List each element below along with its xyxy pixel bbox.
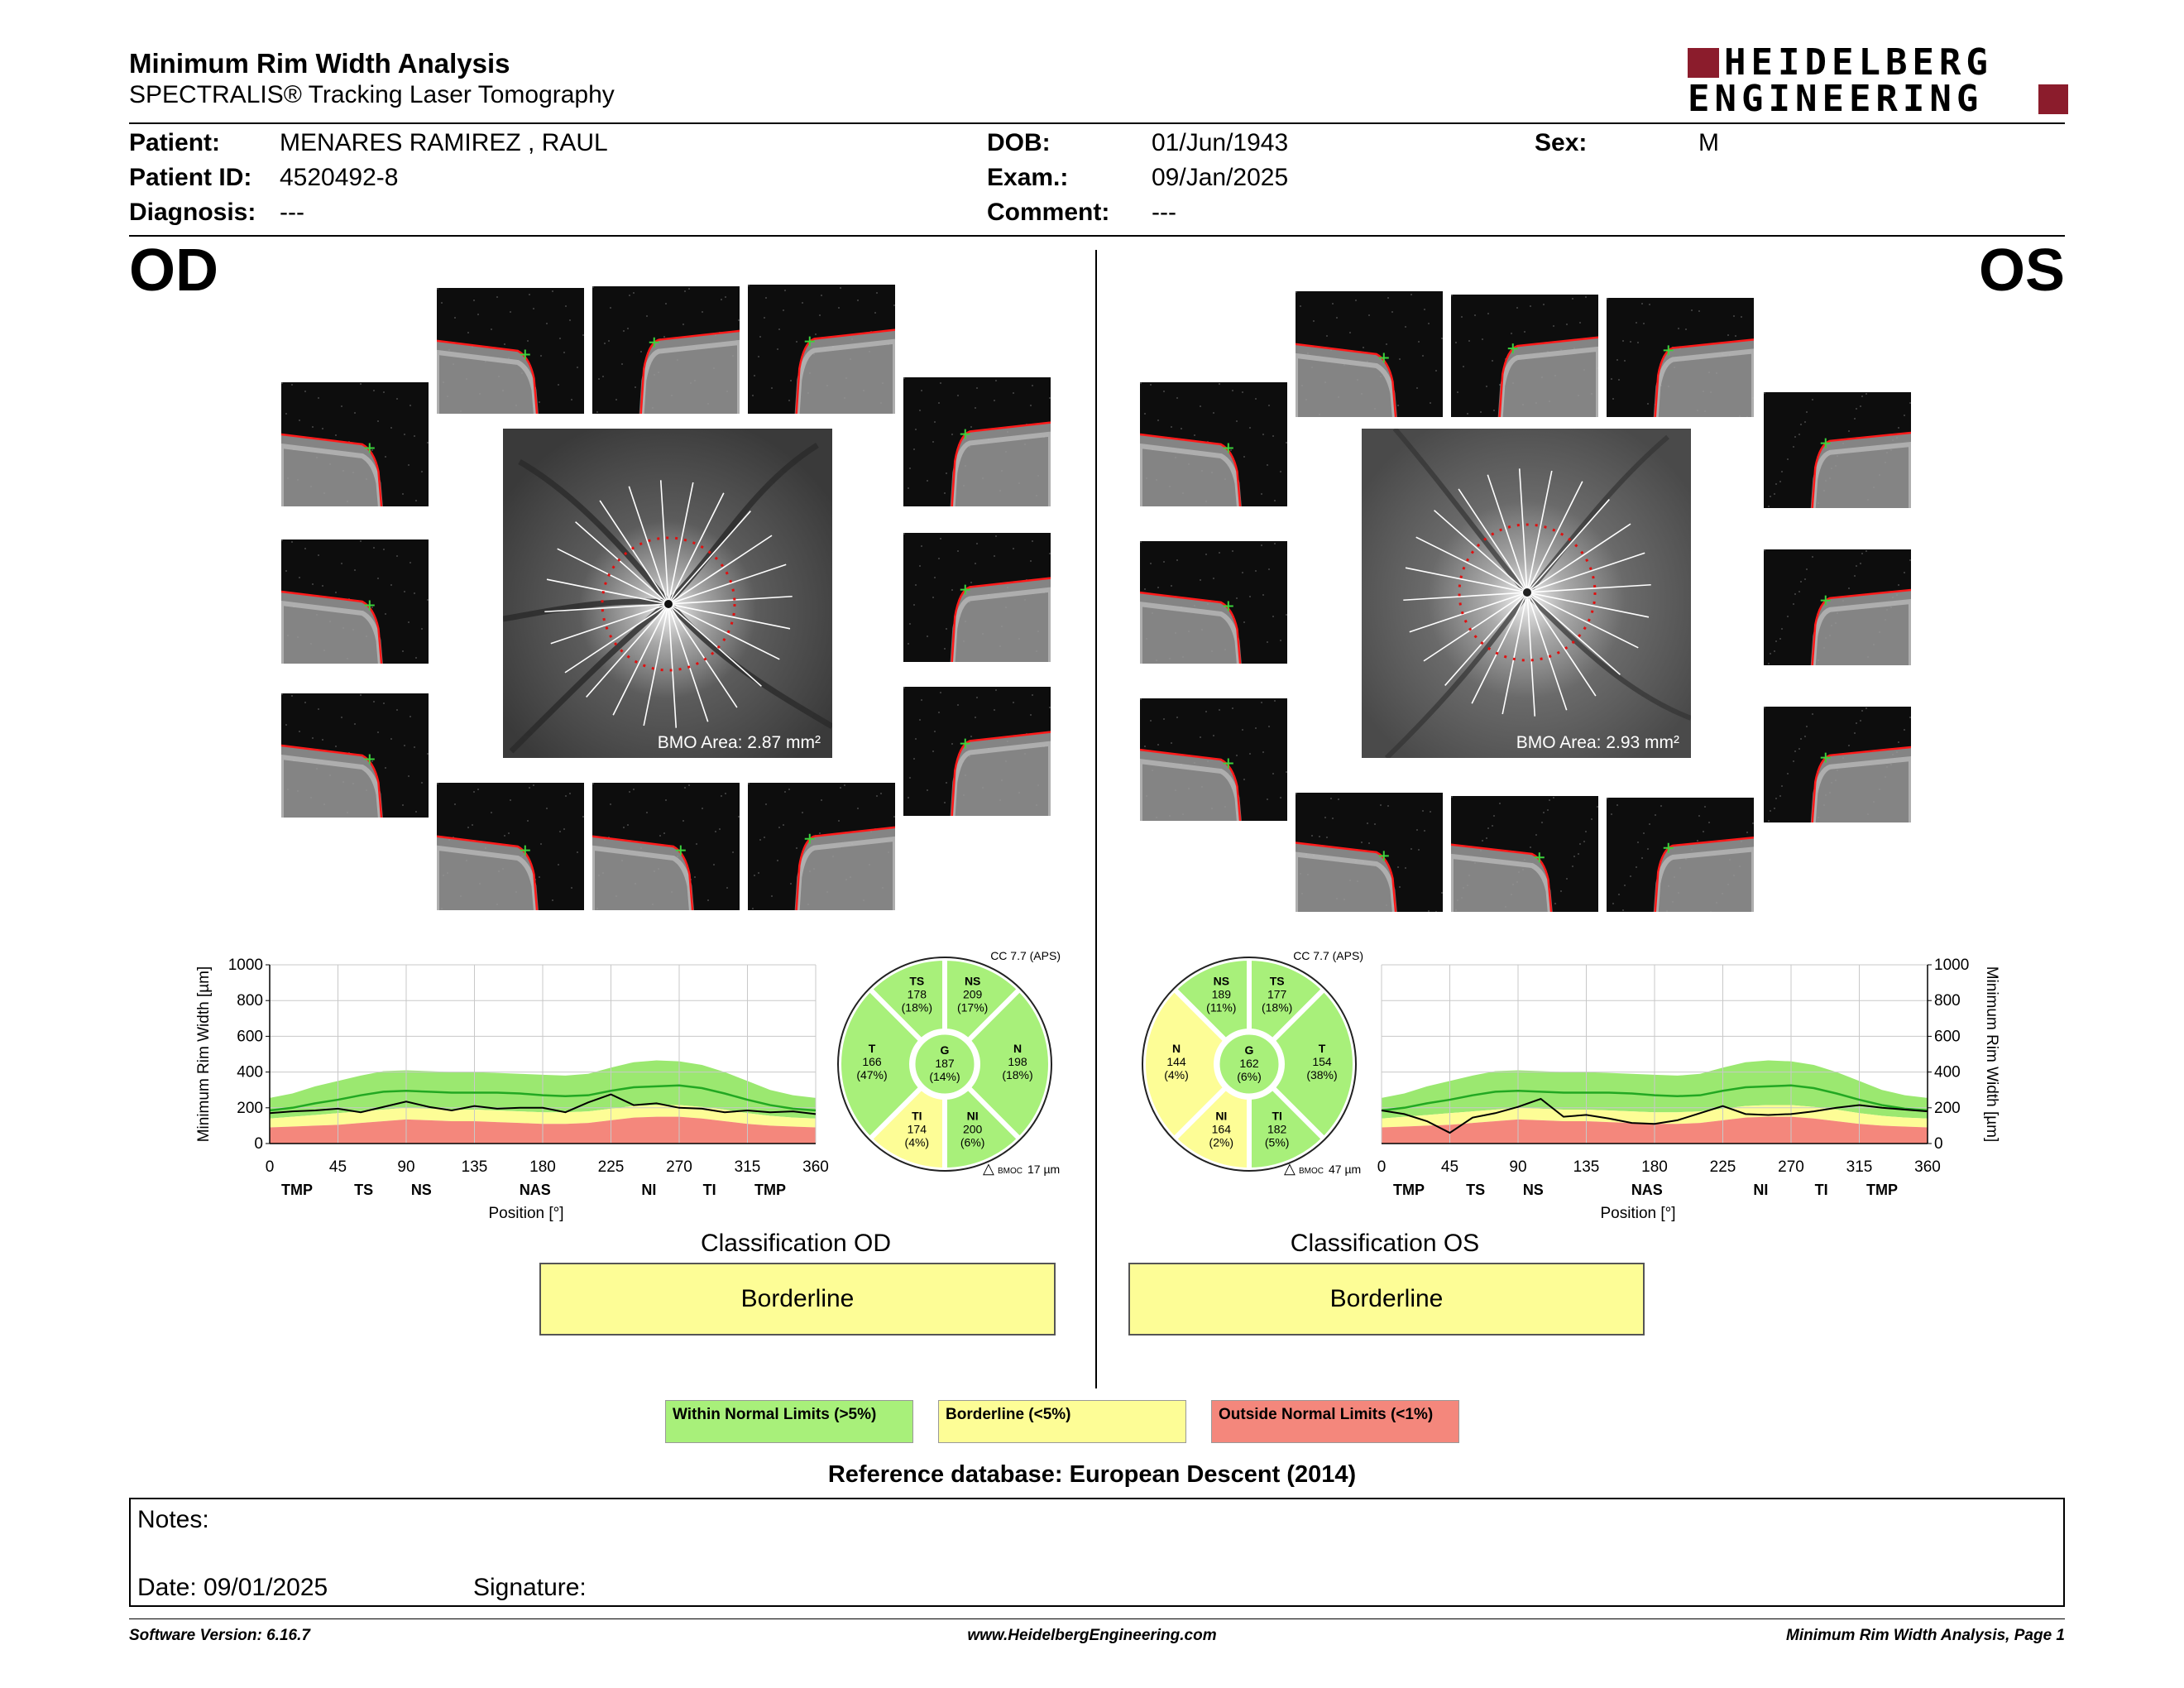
x-tick-label: 315 [1846, 1158, 1873, 1176]
sector-label: (38%) [1306, 1068, 1338, 1081]
bscan-thumbnail[interactable] [1607, 298, 1754, 417]
legend-outside: Outside Normal Limits (<1%) [1211, 1400, 1459, 1443]
report-title: Minimum Rim Width Analysis [129, 48, 510, 79]
comment-label: Comment: [987, 199, 1110, 226]
diagnosis-value: --- [280, 199, 304, 226]
y-axis-label: Minimum Rim Width [µm] [1983, 966, 2000, 1143]
bscan-thumbnail[interactable] [903, 377, 1051, 506]
sector-axis-label: TMP [281, 1182, 313, 1198]
x-tick-label: 0 [1377, 1158, 1387, 1176]
sector-label: 209 [962, 987, 983, 1001]
reference-database: Reference database: European Descent (2014) [827, 1461, 1357, 1488]
bscan-thumbnail[interactable] [592, 783, 740, 910]
logo-line1: HEIDELBERG [1724, 41, 1993, 84]
os-bmo-area: BMO Area: 2.93 mm² [1516, 733, 1679, 752]
bscan-thumbnail[interactable] [1296, 291, 1443, 417]
bscan-thumbnail[interactable] [1140, 541, 1287, 664]
sector-label: N [1171, 1042, 1181, 1055]
x-tick-label: 0 [265, 1158, 275, 1176]
y-tick-label: 1000 [228, 957, 263, 974]
y-tick-label: 800 [237, 992, 263, 1010]
y-tick-label: 600 [1934, 1028, 1961, 1046]
software-version: Software Version: 6.16.7 [129, 1627, 310, 1644]
bscan-thumbnail[interactable] [1764, 707, 1911, 822]
x-tick-label: 45 [1440, 1158, 1459, 1176]
x-tick-label: 180 [529, 1158, 556, 1176]
sector-label: (5%) [1264, 1135, 1290, 1149]
sector-axis-label: TS [1466, 1182, 1486, 1198]
sector-label: 154 [1312, 1055, 1332, 1068]
bscan-thumbnail[interactable] [1607, 798, 1754, 912]
y-tick-label: 0 [1934, 1135, 1943, 1153]
os-mrw-chart [1357, 952, 2002, 1225]
y-tick-label: 200 [1934, 1099, 1961, 1117]
sector-axis-label: TI [1814, 1182, 1828, 1198]
sector-label: G [940, 1043, 950, 1057]
od-bmoc-prefix: BMOC [998, 1167, 1023, 1176]
bscan-thumbnail[interactable] [1451, 796, 1598, 912]
bscan-thumbnail[interactable] [1296, 793, 1443, 912]
page-label: Minimum Rim Width Analysis, Page 1 [1786, 1627, 2065, 1644]
sector-axis-label: TS [354, 1182, 374, 1198]
report-subtitle: SPECTRALIS® Tracking Laser Tomography [129, 81, 615, 108]
website-link: www.HeidelbergEngineering.com [967, 1627, 1217, 1644]
patient-value: MENARES RAMIREZ , RAUL [280, 129, 608, 156]
sector-label: 174 [907, 1122, 927, 1136]
y-tick-label: 800 [1934, 992, 1961, 1010]
bscan-thumbnail[interactable] [903, 533, 1051, 662]
sector-label: (4%) [904, 1135, 930, 1149]
sector-axis-label: TMP [1393, 1182, 1425, 1198]
bscan-thumbnail[interactable] [1140, 698, 1287, 821]
sector-label: T [1318, 1042, 1326, 1055]
sector-label: 166 [862, 1055, 882, 1068]
footer-divider [129, 1618, 2065, 1619]
delta-icon: △ [983, 1160, 994, 1177]
sex-label: Sex: [1535, 129, 1588, 156]
od-classification-title: Classification OD [700, 1230, 892, 1257]
os-bmoc-prefix: BMOC [1299, 1167, 1324, 1176]
sector-label: 189 [1211, 987, 1232, 1001]
sector-label: 144 [1166, 1055, 1186, 1068]
bscan-thumbnail[interactable] [437, 288, 584, 414]
sector-label: (47%) [856, 1068, 888, 1081]
sector-label: TS [1269, 974, 1285, 988]
y-tick-label: 400 [1934, 1063, 1961, 1081]
bscan-thumbnail[interactable] [748, 783, 895, 910]
exam-label: Exam.: [987, 164, 1069, 191]
y-tick-label: 400 [237, 1063, 263, 1081]
sex-value: M [1698, 129, 1719, 156]
sector-axis-label: NS [1522, 1182, 1544, 1198]
os-fundus-image [1362, 429, 1691, 758]
bscan-thumbnail[interactable] [748, 285, 895, 414]
sector-label: (11%) [1206, 1000, 1237, 1014]
sector-label: NS [1213, 974, 1230, 988]
bscan-thumbnail[interactable] [1764, 549, 1911, 665]
sector-axis-label: NS [410, 1182, 432, 1198]
od-classification-box: Borderline [539, 1263, 1056, 1336]
sector-label: (17%) [956, 1000, 989, 1014]
sector-label: 200 [962, 1122, 983, 1136]
od-bmoc-value: 17 µm [1027, 1163, 1061, 1176]
od-cc-text: CC 7.7 (APS) [990, 949, 1061, 962]
sector-label: 162 [1239, 1057, 1259, 1070]
dob-label: DOB: [987, 129, 1051, 156]
y-tick-label: 600 [237, 1028, 263, 1046]
od-sector-circle [827, 943, 1075, 1183]
x-tick-label: 90 [1509, 1158, 1527, 1176]
sector-axis-label: NI [641, 1182, 657, 1198]
sector-axis-label: TMP [1866, 1182, 1898, 1198]
patient-id-label: Patient ID: [129, 164, 252, 191]
patient-label: Patient: [129, 129, 221, 156]
patient-divider [129, 235, 2065, 237]
sector-label: 177 [1267, 987, 1287, 1001]
sector-label: NS [964, 974, 981, 988]
heidelberg-logo [1688, 41, 2068, 120]
os-bmoc-value: 47 µm [1329, 1163, 1362, 1176]
sector-label: NI [966, 1109, 979, 1123]
os-sector-circle [1132, 943, 1380, 1183]
od-label: OD [129, 237, 218, 304]
notes-label: Notes: [137, 1506, 209, 1533]
x-tick-label: 360 [1914, 1158, 1941, 1176]
sector-label: (18%) [1002, 1068, 1033, 1081]
notes-box[interactable] [129, 1498, 2065, 1607]
os-cc-text: CC 7.7 (APS) [1293, 949, 1363, 962]
sector-label: T [868, 1042, 876, 1055]
od-fundus-image [503, 429, 832, 758]
exam-value: 09/Jan/2025 [1152, 164, 1289, 191]
bscan-thumbnail[interactable] [592, 286, 740, 414]
x-tick-label: 360 [802, 1158, 829, 1176]
od-bmo-area: BMO Area: 2.87 mm² [657, 733, 821, 752]
sector-label: G [1244, 1043, 1254, 1057]
sector-label: TI [912, 1109, 922, 1123]
sector-label: TS [909, 974, 925, 988]
y-tick-label: 200 [237, 1099, 263, 1117]
od-mrw-chart [190, 952, 836, 1225]
sector-label: 164 [1211, 1122, 1232, 1136]
sector-label: (4%) [1164, 1068, 1189, 1081]
x-tick-label: 90 [397, 1158, 415, 1176]
sector-axis-label: TI [702, 1182, 716, 1198]
x-tick-label: 180 [1641, 1158, 1668, 1176]
patient-id-value: 4520492-8 [280, 164, 399, 191]
sector-axis-label: NAS [519, 1182, 551, 1198]
sector-label: (6%) [1237, 1070, 1262, 1083]
sector-label: N [1013, 1042, 1023, 1055]
sector-label: 178 [907, 987, 927, 1001]
x-tick-label: 135 [461, 1158, 488, 1176]
x-tick-label: 45 [328, 1158, 347, 1176]
bscan-thumbnail[interactable] [1764, 392, 1911, 508]
bscan-thumbnail[interactable] [281, 539, 429, 664]
dob-value: 01/Jun/1943 [1152, 129, 1289, 156]
sector-label: (18%) [1261, 1000, 1293, 1014]
sector-label: (14%) [929, 1070, 960, 1083]
x-tick-label: 225 [597, 1158, 625, 1176]
sector-label: (6%) [960, 1135, 985, 1149]
bscan-thumbnail[interactable] [903, 687, 1051, 816]
sector-label: TI [1272, 1109, 1282, 1123]
x-axis-label: Position [°] [1600, 1205, 1676, 1222]
sector-axis-label: NI [1753, 1182, 1769, 1198]
sector-label: 182 [1267, 1122, 1287, 1136]
eye-divider [1095, 250, 1097, 1388]
sector-axis-label: NAS [1631, 1182, 1663, 1198]
x-axis-label: Position [°] [488, 1205, 564, 1222]
legend-borderline: Borderline (<5%) [938, 1400, 1186, 1443]
x-tick-label: 315 [734, 1158, 761, 1176]
x-tick-label: 135 [1573, 1158, 1600, 1176]
bscan-thumbnail[interactable] [281, 693, 429, 818]
legend-normal: Within Normal Limits (>5%) [665, 1400, 913, 1443]
x-tick-label: 270 [666, 1158, 692, 1176]
sector-label: (2%) [1209, 1135, 1234, 1149]
logo-line2: ENGINEERING [1688, 78, 1984, 120]
y-axis-label: Minimum Rim Width [µm] [195, 966, 213, 1143]
header-divider [129, 122, 2065, 124]
signature-label: Signature: [473, 1574, 587, 1601]
sector-label: 187 [935, 1057, 955, 1070]
sector-label: (18%) [901, 1000, 933, 1014]
bscan-thumbnail[interactable] [437, 783, 584, 910]
y-tick-label: 0 [254, 1135, 263, 1153]
date-label: Date: 09/01/2025 [137, 1574, 328, 1601]
delta-icon: △ [1284, 1160, 1296, 1177]
sector-label: NI [1215, 1109, 1228, 1123]
os-classification-title: Classification OS [1290, 1230, 1480, 1257]
os-label: OS [1979, 237, 2066, 304]
bscan-thumbnail[interactable] [281, 382, 429, 506]
bscan-thumbnail[interactable] [1140, 382, 1287, 506]
os-classification-box: Borderline [1128, 1263, 1645, 1336]
sector-label: 198 [1008, 1055, 1027, 1068]
diagnosis-label: Diagnosis: [129, 199, 256, 226]
comment-value: --- [1152, 199, 1176, 226]
bscan-thumbnail[interactable] [1451, 295, 1598, 417]
x-tick-label: 225 [1709, 1158, 1736, 1176]
y-tick-label: 1000 [1934, 957, 1970, 974]
x-tick-label: 270 [1778, 1158, 1804, 1176]
sector-axis-label: TMP [754, 1182, 786, 1198]
